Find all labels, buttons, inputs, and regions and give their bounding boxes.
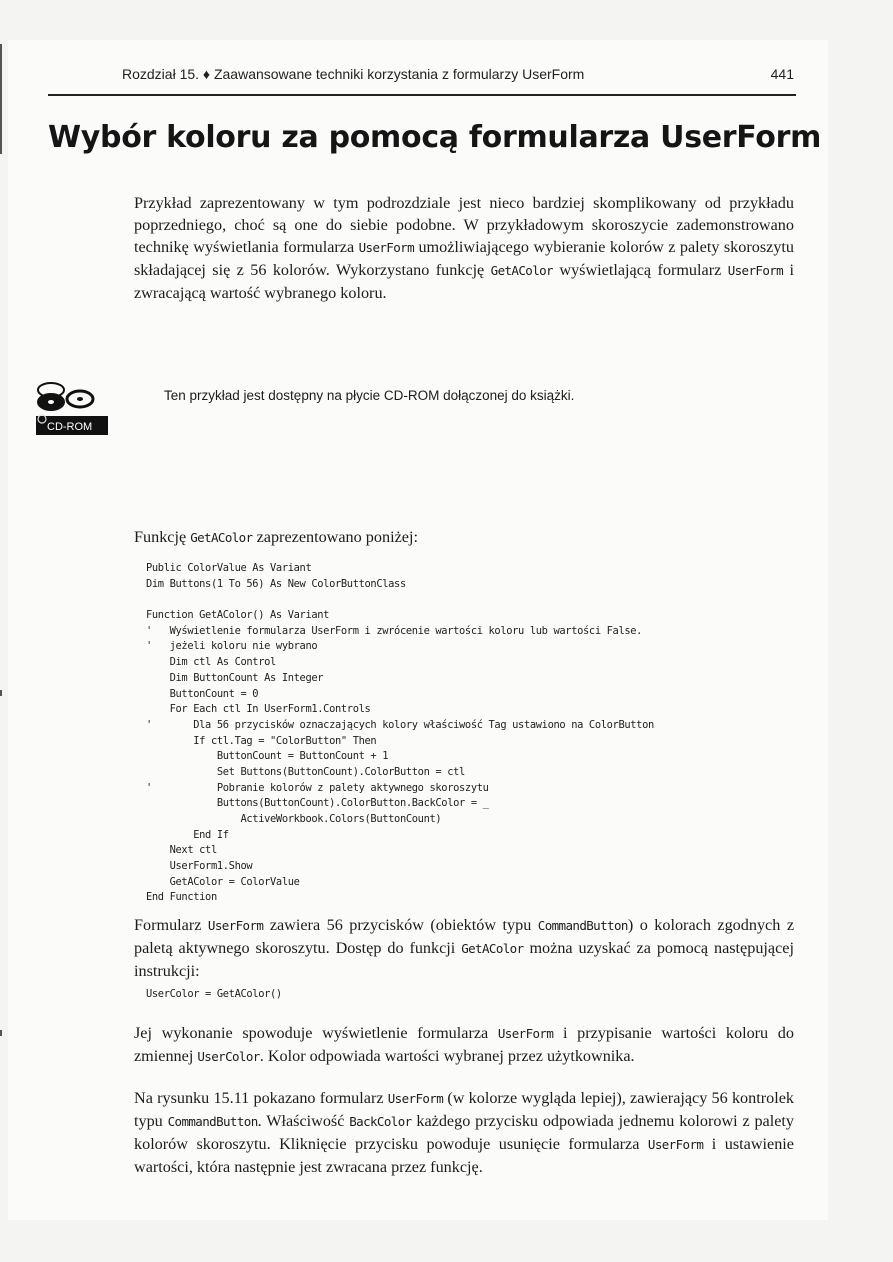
inline-code: UserForm xyxy=(387,1091,444,1106)
inline-code: UserForm xyxy=(497,1026,554,1041)
code-line: UserForm1.Show xyxy=(146,860,253,873)
text-run: każdego przycisku odpowiada jednemu kolorowi z palety kolorów skoroszytu. Kliknięcie przycisku powoduje usunięcie formularza xyxy=(134,1112,794,1153)
text-run: umożliwiającego wybieranie kolorów z palety skoroszytu składającej się z 56 kolorów. Wykorzystano funkcję xyxy=(134,238,794,279)
effect-paragraph xyxy=(134,1022,794,1068)
code-line: For Each ctl In UserForm1.Controls xyxy=(146,703,371,716)
text-run: Funkcję xyxy=(134,528,191,546)
usage-code: UserColor = GetAColor() xyxy=(146,988,282,1000)
text-run: zaprezentowano poniżej: xyxy=(252,528,418,546)
code-line: Dim Buttons(1 To 56) As New ColorButtonClass xyxy=(146,577,406,590)
paragraph-after-code xyxy=(134,914,794,982)
function-intro xyxy=(134,526,794,549)
text-run: . Kolor odpowiada wartości wybranej przez użytkownika. xyxy=(259,1047,635,1065)
code-line: GetAColor = ColorValue xyxy=(146,875,300,888)
cd-rom-label: CD-ROM xyxy=(47,421,93,433)
code-line: ' jeżeli koloru nie wybrano xyxy=(146,640,318,653)
figure-paragraph xyxy=(134,1087,794,1178)
code-line: ButtonCount = 0 xyxy=(146,687,259,700)
binding-edge-mark xyxy=(0,690,2,696)
inline-code: UserForm xyxy=(647,1137,704,1152)
binding-edge-mark xyxy=(0,1030,2,1036)
running-title: Rozdział 15. ♦ Zaawansowane techniki korzystania z formularzy UserForm xyxy=(122,66,585,82)
section-title: Wybór koloru za pomocą formularza UserForm xyxy=(48,120,822,155)
inline-code: BackColor xyxy=(349,1114,412,1129)
binding-edge-mark xyxy=(0,44,2,154)
cd-rom-icon xyxy=(36,378,108,436)
inline-code: GetAColor xyxy=(490,263,553,278)
code-line: Dim ctl As Control xyxy=(146,656,276,669)
code-line: Dim ButtonCount As Integer xyxy=(146,671,324,684)
text-run: (w kolorze wygląda lepiej), zawierający 56 kontrolek typu xyxy=(134,1089,794,1130)
inline-code: CommandButton xyxy=(167,1114,258,1129)
text-run: i ustawienie wartości, która następnie jest zwracana przez funkcję. xyxy=(134,1135,794,1176)
text-run: Jej wykonanie spowoduje wyświetlenie formularza xyxy=(134,1024,498,1042)
page-number: 441 xyxy=(770,66,794,82)
code-line: End If xyxy=(146,828,229,841)
inline-code: GetAColor xyxy=(461,941,524,956)
inline-code: CommandButton xyxy=(537,918,628,933)
code-line: ButtonCount = ButtonCount + 1 xyxy=(146,750,389,763)
inline-code: GetAColor xyxy=(190,530,253,545)
text-run: . Właściwość xyxy=(257,1112,350,1130)
text-run: Na rysunku 15.11 pokazano formularz xyxy=(134,1089,388,1107)
inline-code: UserForm xyxy=(727,263,784,278)
code-line: Buttons(ButtonCount).ColorButton.BackColor = _ xyxy=(146,797,489,810)
text-run: Formularz xyxy=(134,916,208,934)
header-rule xyxy=(48,94,796,96)
code-line: Next ctl xyxy=(146,844,217,857)
inline-code: UserForm xyxy=(207,918,264,933)
text-run: ) o kolorach zgodnych z paletą aktywnego skoroszytu. Dostęp do funkcji xyxy=(134,916,794,957)
code-line: Function GetAColor() As Variant xyxy=(146,609,330,622)
code-line: ' Pobranie kolorów z palety aktywnego skoroszytu xyxy=(146,781,489,794)
text-run: wyświetlającą formularz xyxy=(552,261,728,279)
text-run: i zwracającą wartość wybranego koloru. xyxy=(134,261,794,302)
intro-paragraph xyxy=(134,192,794,304)
code-listing xyxy=(146,561,654,906)
code-line: Set Buttons(ButtonCount).ColorButton = ctl xyxy=(146,765,465,778)
code-line: ' Wyświetlenie formularza UserForm i zwrócenie wartości koloru lub wartości False. xyxy=(146,624,643,637)
text-run: zawiera 56 przycisków (obiektów typu xyxy=(263,916,538,934)
code-line: ' Dla 56 przycisków oznaczających kolory właściwość Tag ustawiono na ColorButton xyxy=(146,718,654,731)
cd-note-text: Ten przykład jest dostępny na płycie CD-ROM dołączonej do książki. xyxy=(164,388,575,403)
code-line xyxy=(146,592,654,608)
text-run: Przykład zaprezentowany w tym podrozdziale jest nieco bardziej skomplikowany od przykładu poprzedniego, choć są one do siebie podobne. W przykładowym skoroszycie zademonstrowano technikę wyświetlania formularza xyxy=(134,194,794,256)
code-line: End Function xyxy=(146,891,217,904)
inline-code: UserColor xyxy=(197,1049,260,1064)
text-run: i przypisanie wartości koloru do zmiennej xyxy=(134,1024,794,1065)
code-line: ActiveWorkbook.Colors(ButtonCount) xyxy=(146,813,442,825)
code-line: Public ColorValue As Variant xyxy=(146,562,312,574)
code-line: If ctl.Tag = "ColorButton" Then xyxy=(146,734,377,747)
inline-code: UserForm xyxy=(358,240,414,255)
text-run: można uzyskać za pomocą następującej instrukcji: xyxy=(134,939,794,980)
